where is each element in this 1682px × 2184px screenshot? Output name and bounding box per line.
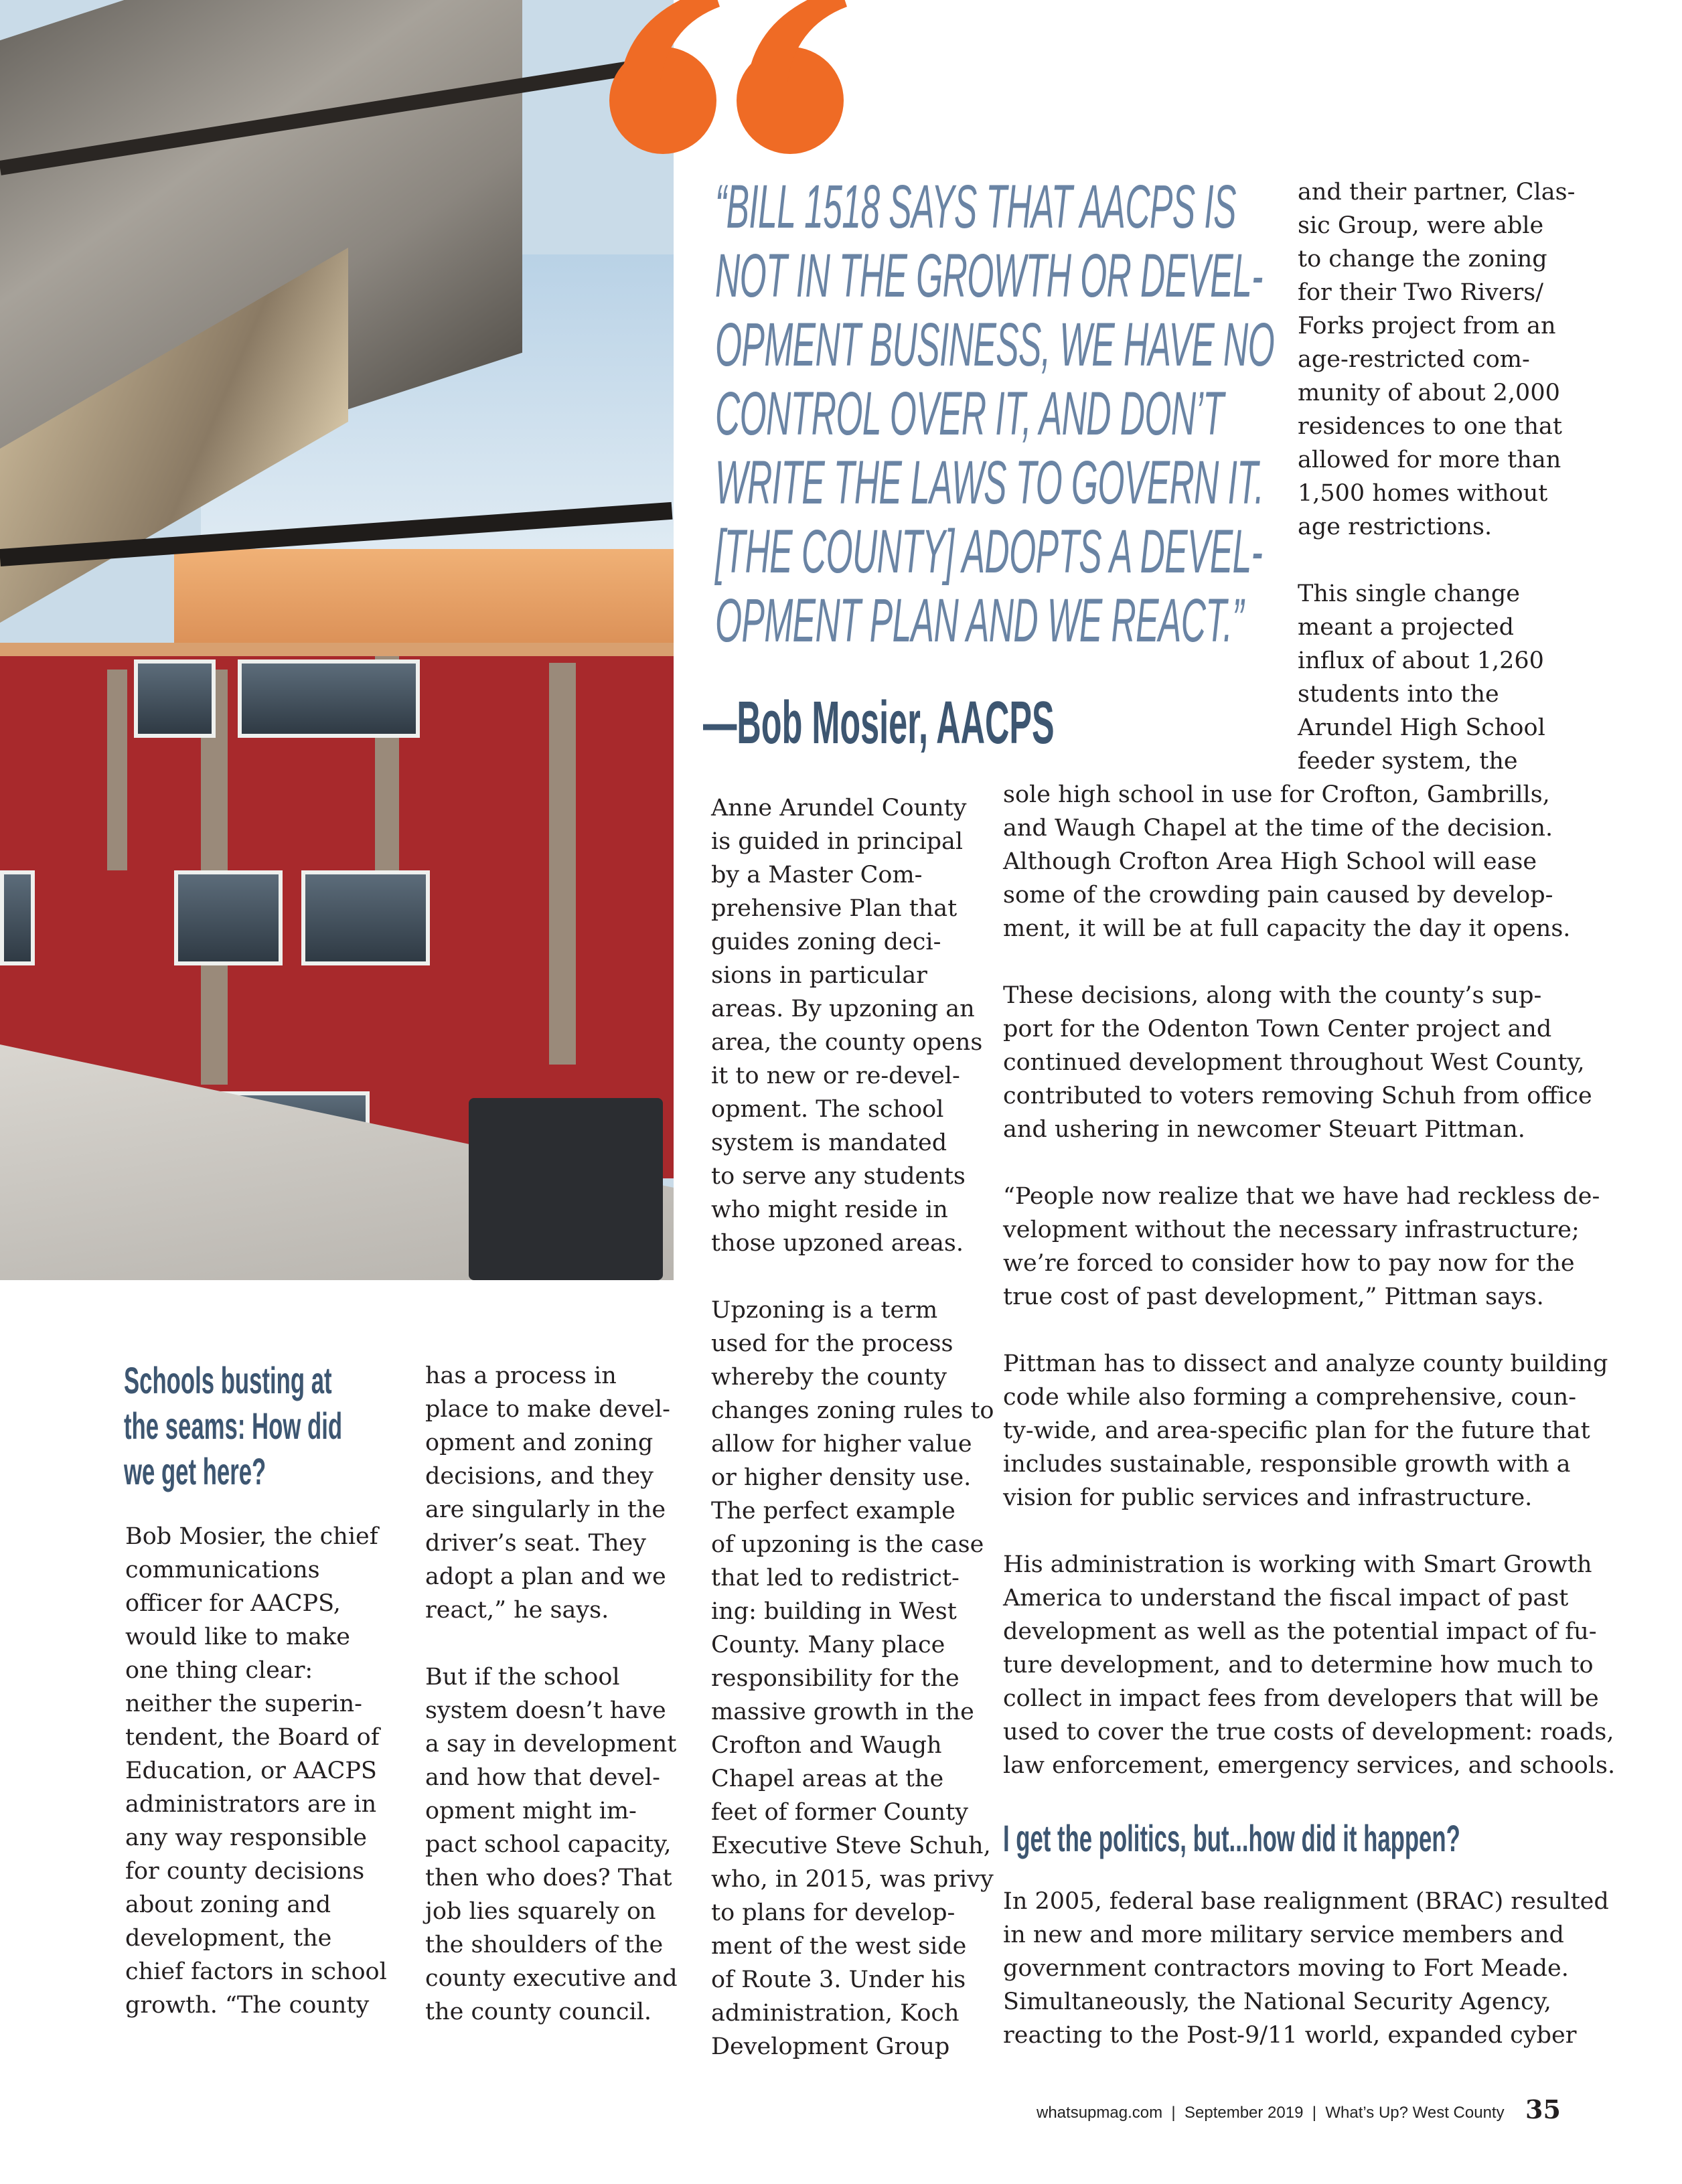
text-line: age-restricted com-: [1298, 346, 1530, 373]
text-line: pact school capacity,: [425, 1831, 672, 1858]
text-line: administrators are in: [125, 1791, 377, 1818]
text-line: about zoning and: [125, 1891, 331, 1918]
text-line: decisions, and they: [425, 1463, 654, 1490]
text-line: opment. The school: [711, 1096, 944, 1123]
text-line: would like to make: [125, 1624, 350, 1650]
text-line: guides zoning deci-: [711, 929, 941, 955]
text-line: and ushering in newcomer Steuart Pittman.: [1003, 1116, 1525, 1143]
text-line: ing: building in West: [711, 1598, 957, 1625]
text-line: areas. By upzoning an: [711, 996, 975, 1022]
text-line: and their partner, Clas-: [1298, 179, 1576, 206]
text-line: who might reside in: [711, 1196, 948, 1223]
text-line: County. Many place: [711, 1632, 945, 1658]
column-left: [125, 1520, 387, 2022]
text-line: But if the school: [425, 1664, 620, 1691]
text-line: by a Master Com-: [711, 862, 923, 888]
text-line: any way responsible: [125, 1824, 367, 1851]
text-line: contributed to voters removing Schuh from office: [1003, 1083, 1592, 1109]
text-line: in new and more military service members and: [1003, 1922, 1564, 1948]
text-line: those upzoned areas.: [711, 1230, 964, 1257]
text-line: Forks project from an: [1298, 313, 1556, 339]
paragraph-gap: [711, 1260, 994, 1294]
text-line: Development Group: [711, 2033, 950, 2060]
text-line: In 2005, federal base realignment (BRAC) resulted: [1003, 1888, 1609, 1915]
text-line: development, the: [125, 1925, 332, 1952]
text-line: WRITE THE LAWS TO GOVERN IT.: [715, 449, 1264, 517]
text-line: for county decisions: [125, 1858, 365, 1885]
text-line: America to understand the fiscal impact of past: [1003, 1585, 1569, 1612]
text-line: massive growth in the: [711, 1699, 974, 1725]
text-line: react,” he says.: [425, 1597, 609, 1624]
text-line: The perfect example: [711, 1498, 955, 1525]
text-line: continued development throughout West County,: [1003, 1049, 1585, 1076]
text-line: Arundel High School: [1298, 714, 1545, 741]
text-line: tendent, the Board of: [125, 1724, 380, 1751]
text-line: has a process in: [425, 1362, 617, 1389]
page-footer: whatsupmag.com | September 2019 | What’s Up? West County: [1037, 2104, 1505, 2122]
text-line: ment, it will be at full capacity the day it opens.: [1003, 915, 1571, 942]
text-line: it to new or re-devel-: [711, 1063, 960, 1089]
text-line: munity of about 2,000: [1298, 380, 1560, 406]
text-line: sole high school in use for Crofton, Gambrills,: [1003, 781, 1550, 808]
paragraph-gap: [425, 1627, 678, 1660]
column-right-top: [1298, 175, 1575, 778]
text-line: some of the crowding pain caused by develop-: [1003, 882, 1553, 909]
text-line: to serve any students: [711, 1163, 966, 1190]
paragraph-gap: [1003, 1514, 1615, 1548]
text-line: the shoulders of the: [425, 1932, 664, 1958]
section-heading-politics: I get the politics, but...how did it happen?: [1003, 1817, 1460, 1859]
text-line: used for the process: [711, 1330, 953, 1357]
text-line: Schools busting at: [124, 1359, 332, 1401]
text-line: place to make devel-: [425, 1396, 670, 1423]
text-line: and how that devel-: [425, 1764, 660, 1791]
text-line: officer for AACPS,: [125, 1590, 341, 1617]
text-line: students into the: [1298, 681, 1499, 708]
text-line: Chapel areas at the: [711, 1766, 944, 1792]
text-line: Pittman has to dissect and analyze county building: [1003, 1350, 1608, 1377]
page-number: 35: [1525, 2094, 1561, 2124]
column-right-wide: [1003, 778, 1615, 1782]
text-line: growth. “The county: [125, 1992, 370, 2019]
section-heading-schools: [124, 1358, 476, 1494]
construction-photo: [0, 0, 674, 1280]
text-line: NOT IN THE GROWTH OR DEVEL-: [715, 242, 1263, 310]
text-line: chief factors in school: [125, 1958, 387, 1985]
text-line: the seams: How did: [124, 1405, 343, 1447]
text-line: code while also forming a comprehensive, coun-: [1003, 1384, 1577, 1411]
text-line: feet of former County: [711, 1799, 969, 1826]
text-line: collect in impact fees from developers that will be: [1003, 1685, 1599, 1712]
text-line: prehensive Plan that: [711, 895, 958, 922]
column-middle: [711, 791, 994, 2063]
text-line: 1,500 homes without: [1298, 480, 1548, 507]
text-line: OPMENT BUSINESS, WE HAVE NO: [715, 311, 1275, 379]
text-line: used to cover the true costs of development: roads,: [1003, 1719, 1614, 1745]
text-line: Crofton and Waugh: [711, 1732, 942, 1759]
text-line: age restrictions.: [1298, 514, 1493, 540]
text-line: includes sustainable, responsible growth with a: [1003, 1451, 1571, 1478]
text-line: residences to one that: [1298, 413, 1562, 440]
text-line: Executive Steve Schuh,: [711, 1832, 991, 1859]
text-line: are singularly in the: [425, 1496, 666, 1523]
text-line: for their Two Rivers/: [1298, 279, 1544, 306]
text-line: to plans for develop-: [711, 1899, 955, 1926]
text-line: influx of about 1,260: [1298, 647, 1544, 674]
column-second: [425, 1359, 678, 2029]
text-line: allowed for more than: [1298, 447, 1561, 473]
text-line: system is mandated: [711, 1129, 947, 1156]
text-line: government contractors moving to Fort Meade.: [1003, 1955, 1569, 1982]
text-line: sions in particular: [711, 962, 927, 989]
text-line: Although Crofton Area High School will ease: [1003, 848, 1537, 875]
text-line: “BILL 1518 SAYS THAT AACPS IS: [715, 173, 1236, 241]
text-line: adopt a plan and we: [425, 1563, 666, 1590]
text-line: and Waugh Chapel at the time of the decision.: [1003, 815, 1553, 842]
text-line: “People now realize that we have had reckless de-: [1003, 1183, 1600, 1210]
text-line: This single change: [1298, 580, 1520, 607]
text-line: driver’s seat. They: [425, 1530, 646, 1557]
text-line: port for the Odenton Town Center project and: [1003, 1016, 1552, 1042]
column-right-bottom: [1003, 1885, 1609, 2052]
paragraph-gap: [1003, 1314, 1615, 1347]
text-line: These decisions, along with the county’s sup-: [1003, 982, 1542, 1009]
text-line: true cost of past development,” Pittman says.: [1003, 1283, 1544, 1310]
text-line: changes zoning rules to: [711, 1397, 994, 1424]
text-line: development as well as the potential impact of fu-: [1003, 1618, 1597, 1645]
text-line: allow for higher value: [711, 1431, 972, 1458]
text-line: whereby the county: [711, 1364, 947, 1391]
text-line: CONTROL OVER IT, AND DON’T: [715, 380, 1224, 448]
text-line: system doesn’t have: [425, 1697, 666, 1724]
text-line: county executive and: [425, 1965, 678, 1992]
paragraph-gap: [1298, 544, 1575, 577]
text-line: sic Group, were able: [1298, 212, 1544, 239]
text-line: Anne Arundel County: [711, 795, 967, 822]
text-line: administration, Koch: [711, 2000, 960, 2027]
text-line: opment and zoning: [425, 1429, 654, 1456]
text-line: law enforcement, emergency services, and schools.: [1003, 1752, 1616, 1779]
paragraph-gap: [1003, 945, 1615, 979]
text-line: is guided in principal: [711, 828, 964, 855]
text-line: or higher density use.: [711, 1464, 972, 1491]
text-line: to change the zoning: [1298, 246, 1547, 272]
text-line: Upzoning is a term: [711, 1297, 938, 1324]
text-line: we’re forced to consider how to pay now for the: [1003, 1250, 1575, 1277]
text-line: job lies squarely on: [425, 1898, 656, 1925]
text-line: reacting to the Post-9/11 world, expanded cyber: [1003, 2022, 1577, 2049]
text-line: ment of the west side: [711, 1933, 967, 1960]
text-line: of Route 3. Under his: [711, 1966, 966, 1993]
text-line: we get here?: [124, 1450, 266, 1492]
text-line: who, in 2015, was privy: [711, 1866, 994, 1893]
text-line: velopment without the necessary infrastructure;: [1003, 1217, 1580, 1243]
paragraph-gap: [1003, 1146, 1615, 1180]
text-line: ture development, and to determine how much to: [1003, 1652, 1594, 1679]
text-line: Bob Mosier, the chief: [125, 1523, 378, 1550]
text-line: OPMENT PLAN AND WE REACT.”: [715, 587, 1243, 655]
text-line: His administration is working with Smart Growth: [1003, 1551, 1592, 1578]
text-line: vision for public services and infrastructure.: [1003, 1484, 1533, 1511]
text-line: opment might im-: [425, 1798, 637, 1824]
text-line: then who does? That: [425, 1865, 672, 1891]
text-line: neither the superin-: [125, 1691, 362, 1717]
text-line: feeder system, the: [1298, 748, 1518, 775]
text-line: communications: [125, 1557, 320, 1583]
text-line: area, the county opens: [711, 1029, 983, 1056]
pull-quote-attribution: —Bob Mosier, AACPS: [703, 690, 1055, 757]
text-line: that led to redistrict-: [711, 1565, 960, 1591]
quote-mark-icon: [599, 0, 854, 154]
text-line: a say in development: [425, 1731, 677, 1758]
text-line: responsibility for the: [711, 1665, 960, 1692]
text-line: Simultaneously, the National Security Agency,: [1003, 1988, 1551, 2015]
text-line: the county council.: [425, 1999, 652, 2025]
text-line: of upzoning is the case: [711, 1531, 984, 1558]
text-line: meant a projected: [1298, 614, 1515, 641]
text-line: Education, or AACPS: [125, 1758, 377, 1784]
text-line: [THE COUNTY] ADOPTS A DEVEL-: [715, 518, 1263, 586]
text-line: ty-wide, and area-specific plan for the future that: [1003, 1417, 1590, 1444]
text-line: one thing clear:: [125, 1657, 313, 1684]
